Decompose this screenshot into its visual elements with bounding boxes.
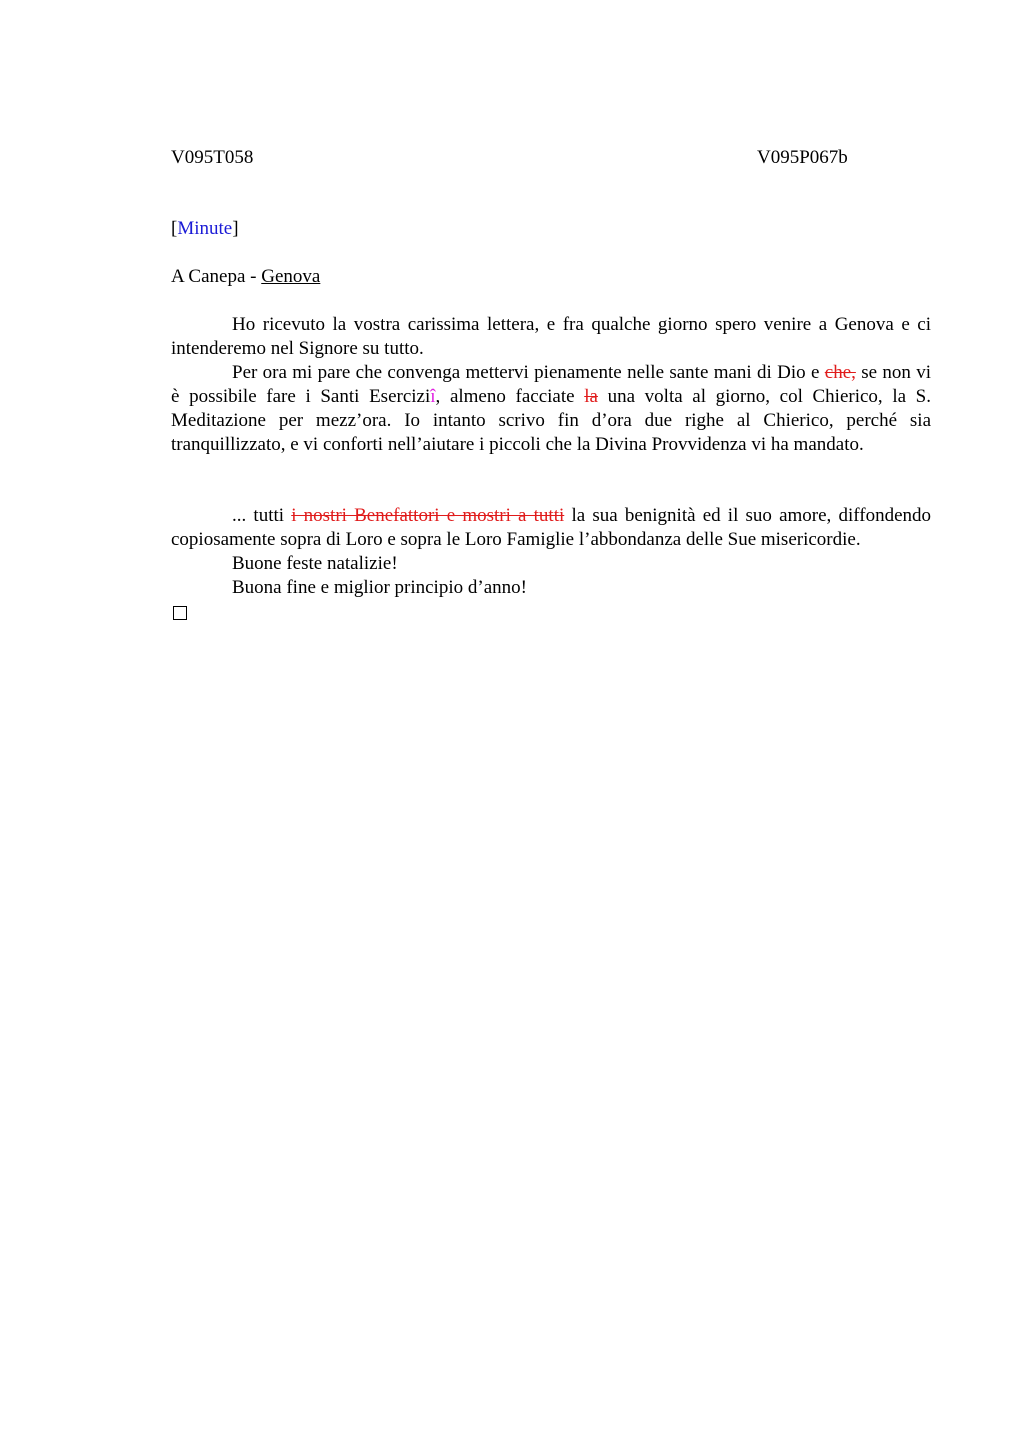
paragraph-2-part-b: se non vi è possibile fare i Santi Esercizi bbox=[171, 362, 932, 407]
page-code-right: V095P067b bbox=[757, 147, 848, 168]
label-open-bracket: [ bbox=[171, 218, 178, 239]
deleted-text: la bbox=[584, 386, 598, 407]
deleted-text: che, bbox=[824, 362, 856, 383]
letter-body bbox=[171, 313, 931, 457]
document-page bbox=[171, 146, 931, 620]
paragraph-2-part-d: una volta al giorno, col Chierico, la S. Meditazione per mezz’ora. Io intanto scrivo fin d’ora due righe al Chierico, perché sia tranquillizzato, e vi conforti nell’aiutare i piccoli che la Divina Provvidenza vi ha mandato. bbox=[171, 386, 931, 455]
document-codes bbox=[171, 146, 931, 170]
deleted-text: i nostri Benefattori e mostri a tutti bbox=[291, 505, 565, 526]
addressee-line bbox=[171, 265, 931, 289]
document-type-label bbox=[171, 217, 931, 241]
greeting-new-year: Buona fine e miglior principio d’anno! bbox=[232, 577, 527, 598]
letter-closing bbox=[171, 504, 931, 620]
addressee-name: A Canepa - bbox=[171, 266, 262, 287]
paragraph-2-part-c: , almeno facciate bbox=[435, 386, 585, 407]
paragraph-1: Ho ricevuto la vostra carissima lettera, e fra qualche giorno spero venire a Genova e ci intenderemo nel Signore su tutto. bbox=[171, 314, 931, 359]
end-marker-box-icon bbox=[173, 606, 187, 620]
addressee-city: Genova bbox=[261, 266, 321, 287]
paragraph-2-part-a: Per ora mi pare che convenga mettervi pienamente nelle sante mani di Dio e bbox=[232, 362, 825, 383]
paragraph-3 bbox=[171, 504, 931, 552]
paragraph-3-part-b: la sua benignità ed il suo amore, diffondendo copiosamente sopra di Loro e sopra le Loro Famiglie l’abbondanza delle Sue misericordie. bbox=[171, 505, 931, 550]
label-close-bracket: ] bbox=[232, 218, 239, 239]
document-code-left: V095T058 bbox=[171, 147, 254, 168]
greeting-christmas: Buone feste natalizie! bbox=[232, 553, 398, 574]
paragraph-2 bbox=[171, 361, 931, 457]
paragraph-3-part-a: ... tutti bbox=[232, 505, 292, 526]
insertion-mark: î bbox=[430, 386, 436, 407]
label-text: Minute bbox=[177, 218, 233, 239]
